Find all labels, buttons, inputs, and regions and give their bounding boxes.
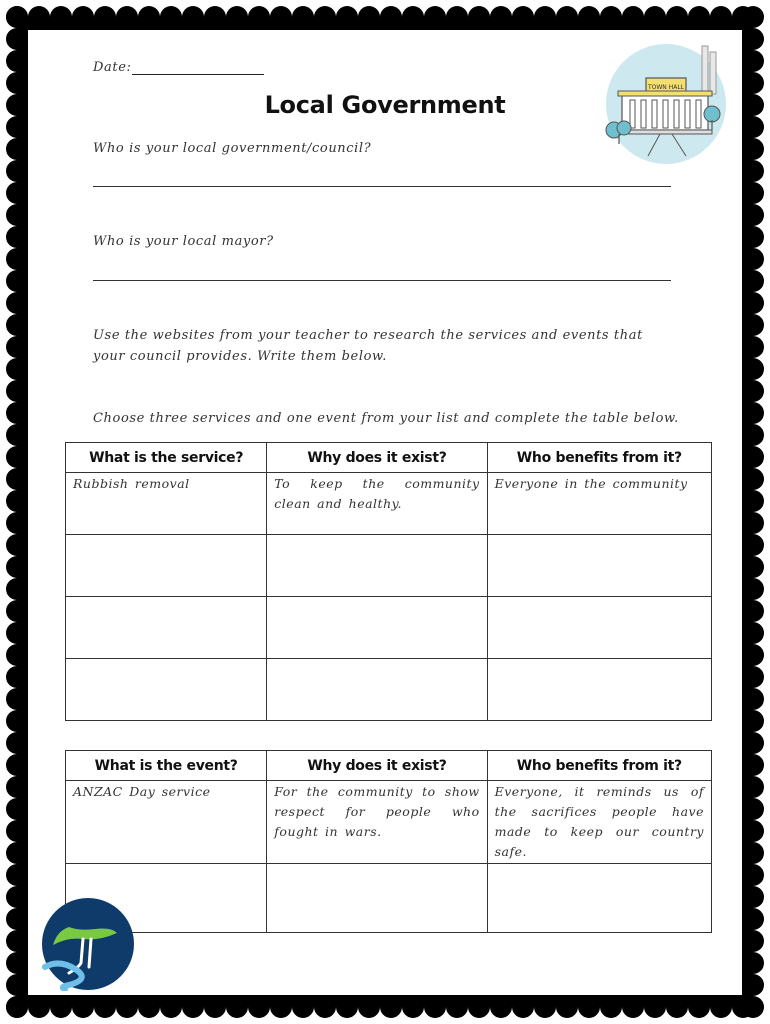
events-table <box>65 750 712 933</box>
table-cell[interactable] <box>487 473 711 535</box>
cell-text: ANZAC Day service <box>73 784 211 799</box>
cell-text <box>66 659 266 661</box>
research-instruction: Use the websites from your teacher to research the services and events that your council provides. Write them below. <box>93 328 643 364</box>
cell-text <box>488 864 711 866</box>
sign-text: TOWN HALL <box>647 84 685 91</box>
council-question: Who is your local government/council? <box>93 141 372 156</box>
building-steps <box>618 130 712 134</box>
mayor-question: Who is your local mayor? <box>93 234 274 249</box>
table-cell[interactable] <box>487 781 711 864</box>
table-cell[interactable] <box>487 597 711 659</box>
table-cell[interactable] <box>487 864 711 933</box>
cell-text: Rubbish removal <box>73 476 190 491</box>
table-cell[interactable] <box>66 473 267 535</box>
services-header-row <box>66 443 712 473</box>
service-column-header: What is the service? <box>66 443 267 473</box>
table-cell[interactable] <box>66 659 267 721</box>
cell-text <box>267 864 486 866</box>
building-cornice <box>618 91 712 96</box>
cell-text: Everyone, it reminds us of the sacrifices people have made to keep our country safe. <box>494 784 704 859</box>
tree-river-logo-icon <box>39 897 137 991</box>
table-cell[interactable] <box>66 535 267 597</box>
table-cell[interactable] <box>267 597 487 659</box>
cell-text <box>267 597 486 599</box>
table-cell[interactable] <box>267 473 487 535</box>
chimney-right <box>710 52 716 94</box>
chimney-left <box>702 46 708 94</box>
table-cell[interactable] <box>267 535 487 597</box>
cell-text <box>66 535 266 537</box>
table-row <box>66 473 712 535</box>
event-column-header: What is the event? <box>66 751 267 781</box>
table-cell[interactable] <box>267 659 487 721</box>
town-hall-icon <box>600 44 732 164</box>
events-header-row <box>66 751 712 781</box>
cell-text <box>488 535 711 537</box>
date-answer-line[interactable] <box>132 74 264 75</box>
mayor-answer-line[interactable] <box>93 280 671 281</box>
cell-text <box>66 597 266 599</box>
cell-text: For the community to show respect for people who fought in wars. <box>274 784 480 839</box>
cell-text <box>488 659 711 661</box>
table-cell[interactable] <box>267 864 487 933</box>
table-cell[interactable] <box>66 781 267 864</box>
date-label: Date: <box>93 60 132 75</box>
table-row <box>66 535 712 597</box>
table-cell[interactable] <box>487 659 711 721</box>
cell-text <box>267 659 486 661</box>
table-cell[interactable] <box>66 597 267 659</box>
logo-circle <box>42 898 134 990</box>
table-row <box>66 864 712 933</box>
cell-text <box>66 864 266 866</box>
why-exist-column-header: Why does it exist? <box>267 751 487 781</box>
table-row <box>66 781 712 864</box>
cell-text: Everyone in the community <box>494 476 688 491</box>
why-exist-column-header: Why does it exist? <box>267 443 487 473</box>
table-row <box>66 597 712 659</box>
building-columns <box>630 100 701 128</box>
cell-text <box>488 597 711 599</box>
table-instruction: Choose three services and one event from your list and complete the table below. <box>93 411 679 426</box>
cell-text <box>267 535 486 537</box>
table-row <box>66 659 712 721</box>
table-cell[interactable] <box>487 535 711 597</box>
page-title: Local Government <box>264 91 506 119</box>
who-benefits-column-header: Who benefits from it? <box>487 751 711 781</box>
council-answer-line[interactable] <box>93 186 671 187</box>
table-cell[interactable] <box>267 781 487 864</box>
services-table <box>65 442 712 721</box>
cell-text: To keep the community clean and healthy. <box>274 476 480 511</box>
who-benefits-column-header: Who benefits from it? <box>487 443 711 473</box>
